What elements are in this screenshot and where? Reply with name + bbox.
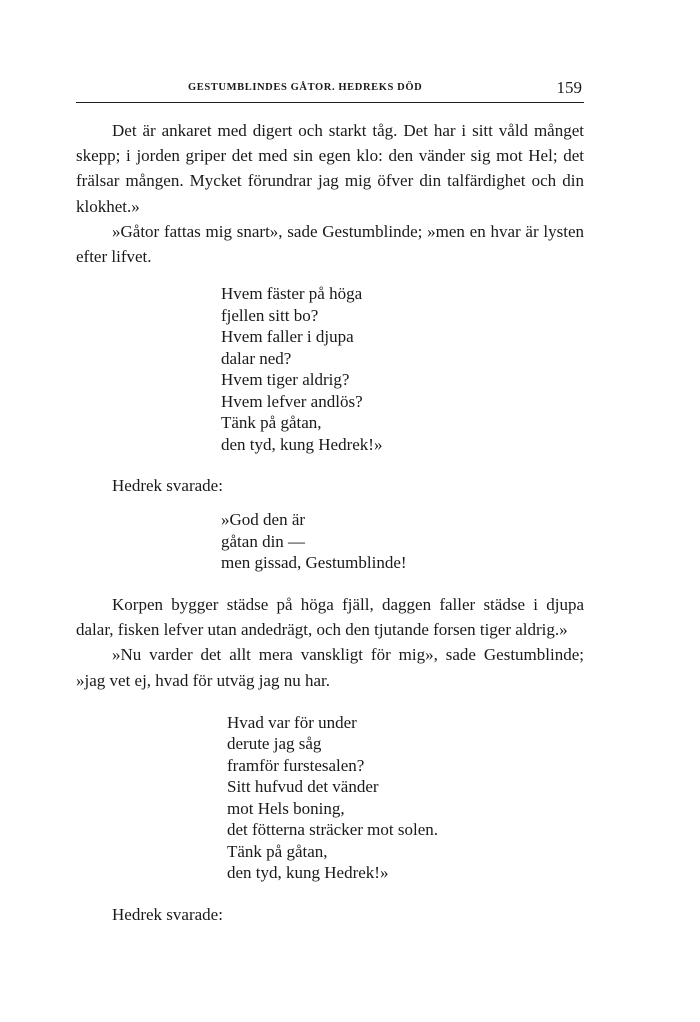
verse-line: fjellen sitt bo?	[221, 305, 319, 325]
paragraph: Korpen bygger städse på höga fjäll, daggen faller städse i djupa dalar, fisken lefver utan andedrägt, och den tjutande forsen tiger aldrig.»	[76, 594, 584, 640]
verse-line: Tänk på gåtan,	[227, 841, 328, 861]
verse-line: Hvem tiger aldrig?	[221, 370, 350, 390]
verse-line: »God den är	[221, 510, 306, 530]
header-rule	[76, 102, 584, 103]
verse-block	[227, 712, 584, 884]
verse-line: Tänk på gåtan,	[221, 413, 322, 433]
verse-line: den tyd, kung Hedrek!»	[227, 863, 389, 883]
reply-line: Hedrek svarade:	[112, 904, 223, 924]
verse-line: Hvem lefver andlös?	[221, 391, 363, 411]
verse-block	[221, 509, 584, 574]
verse-line: framför furstesalen?	[227, 755, 365, 775]
paragraph: Det är ankaret med digert och starkt tåg. Det har i sitt våld månget skepp; i jorden griper det med sin egen klo: den vänder sig mot Hel; det frälsar mången. Mycket förundrar jag mig öfver din talfärdighet och din klokhet.»	[76, 121, 584, 216]
verse-line: gåtan din —	[221, 531, 306, 551]
paragraph: »Nu varder det allt mera vanskligt för mig», sade Gestumblinde; »jag vet ej, hvad för utväg jag nu har.	[76, 645, 584, 690]
verse-line: Hvad var för under	[227, 712, 357, 732]
verse-line: Hvem fäster på höga	[221, 284, 363, 304]
page-number: 159	[556, 78, 582, 97]
verse-line: Hvem faller i djupa	[221, 327, 354, 347]
running-title: GESTUMBLINDES GÅTOR. HEDREKS DÖD	[188, 82, 423, 93]
page-body	[76, 118, 584, 927]
verse-line: derute jag såg	[227, 734, 322, 754]
reply-line: Hedrek svarade:	[112, 476, 223, 496]
verse-line: dalar ned?	[221, 348, 292, 368]
running-header	[76, 78, 584, 100]
verse-line: den tyd, kung Hedrek!»	[221, 434, 383, 454]
verse-block	[221, 283, 584, 455]
verse-line: det fötterna sträcker mot solen.	[227, 820, 439, 840]
verse-line: Sitt hufvud det vänder	[227, 777, 379, 797]
paragraph: »Gåtor fattas mig snart», sade Gestumblinde; »men en hvar är lysten efter lifvet.	[76, 221, 584, 267]
verse-line: mot Hels boning,	[227, 798, 345, 818]
verse-line: men gissad, Gestumblinde!	[221, 553, 407, 573]
